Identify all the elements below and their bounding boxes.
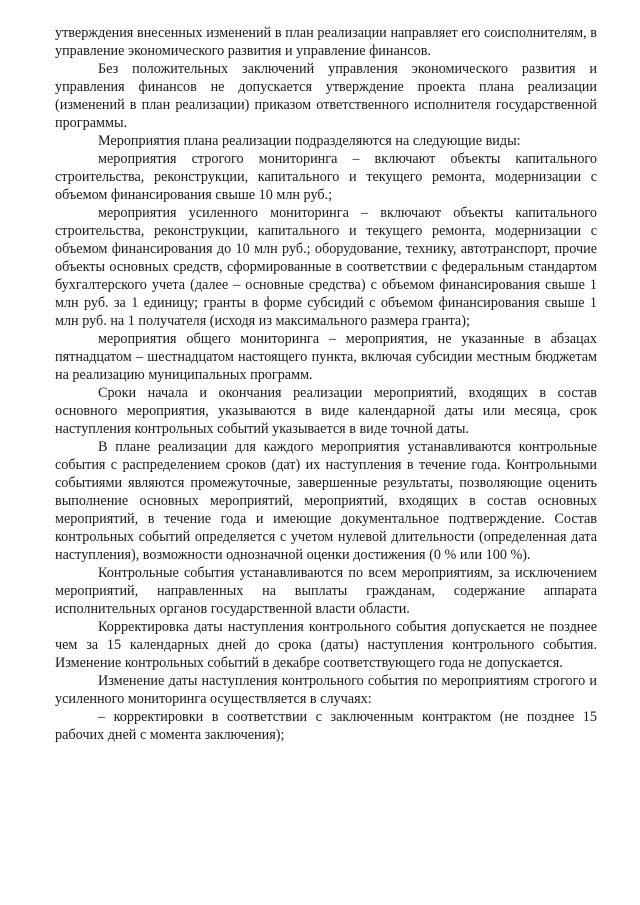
paragraph: Без положительных заключений управления экономического развития и управления финансов не допускается утверждение проекта плана реализации (изменений в план реализации) приказом ответственного исполнителя государственной программы. xyxy=(55,61,597,131)
paragraph: Сроки начала и окончания реализации мероприятий, входящих в состав основного мероприятия, указываются в виде календарной даты или месяца, срок наступления контрольных событий указывается в виде точной даты. xyxy=(55,385,597,437)
paragraph: Мероприятия плана реализации подразделяются на следующие виды: xyxy=(98,133,521,149)
paragraph: мероприятия общего мониторинга – мероприятия, не указанные в абзацах пятнадцатом – шестнадцатом настоящего пункта, включая субсидии местным бюджетам на реализацию муниципальных программ. xyxy=(55,331,597,383)
paragraph: В плане реализации для каждого мероприятия устанавливаются контрольные события с распределением сроков (дат) их наступления в течение года. Контрольными событиями являются промежуточные, завершенные результаты, позволяющие оценить выполнение основных мероприятий, мероприятий, входящих в состав основных мероприятий, в течение года и имеющие документальное подтверждение. Состав контрольных событий определяется с учетом нулевой длительности (определенная дата наступления), возможности однозначной оценки достижения (0 % или 100 %). xyxy=(55,439,597,563)
paragraph: – корректировки в соответствии с заключенным контрактом (не позднее 15 рабочих дней с момента заключения); xyxy=(55,709,597,743)
paragraph: Контрольные события устанавливаются по всем мероприятиям, за исключением мероприятий, направленных на выплаты гражданам, содержание аппарата исполнительных органов государственной власти области. xyxy=(55,565,597,617)
paragraph: Изменение даты наступления контрольного события по мероприятиям строгого и усиленного мониторинга осуществляется в случаях: xyxy=(55,673,597,707)
paragraph: мероприятия строгого мониторинга – включают объекты капитального строительства, реконструкции, капитального и текущего ремонта, модернизации с объемом финансирования свыше 10 млн руб.; xyxy=(55,151,597,203)
paragraph: утверждения внесенных изменений в план реализации направляет его соисполнителям, в управление экономического развития и управление финансов. xyxy=(55,25,597,59)
paragraph: мероприятия усиленного мониторинга – включают объекты капитального строительства, реконструкции, капитального и текущего ремонта, модернизации с объемом финансирования до 10 млн руб.; оборудование, технику, автотранспорт, прочие объекты основных средств, сформированные в соответствии с федеральным стандартом бухгалтерского учета (далее – основные средства) с объемом финансирования свыше 1 млн руб. за 1 единицу; гранты в форме субсидий с объемом финансирования свыше 1 млн руб. на 1 получателя (исходя из максимального размера гранта); xyxy=(55,205,597,329)
paragraph: Корректировка даты наступления контрольного события допускается не позднее чем за 15 календарных дней до срока (даты) наступления контрольного события. Изменение контрольных событий в декабре соответствующего года не допускается. xyxy=(55,619,597,671)
